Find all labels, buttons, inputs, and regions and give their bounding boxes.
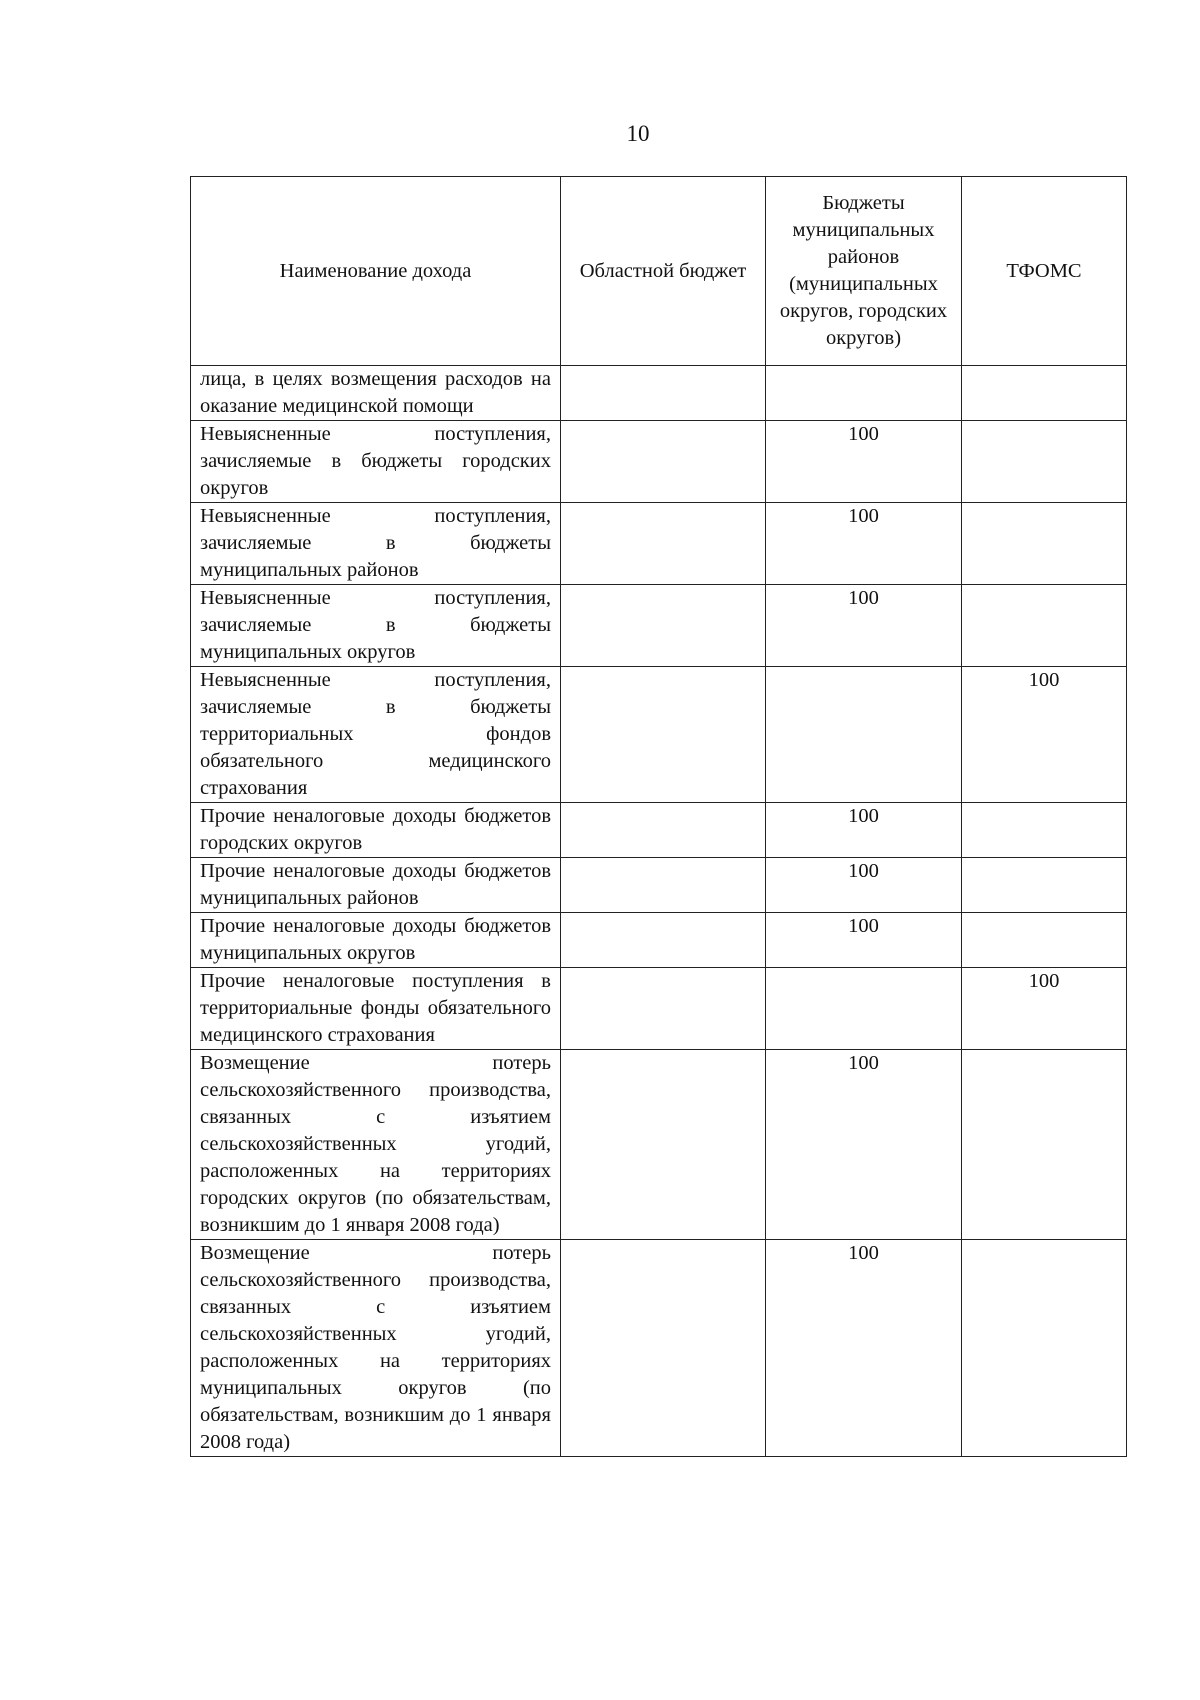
header-tfoms: ТФОМС bbox=[962, 177, 1127, 366]
municipal-budget-cell bbox=[766, 968, 962, 1050]
tfoms-cell bbox=[962, 585, 1127, 667]
income-name-cell: Возмещение потерь сельскохозяйственного производства, связанных с изъятием сельскохозяйственных угодий, расположенных на территориях муниципальных округов (по обязательствам, возникшим до 1 января 2008 года) bbox=[191, 1240, 561, 1457]
tfoms-cell bbox=[962, 803, 1127, 858]
regional-budget-cell bbox=[561, 667, 766, 803]
income-name-cell: Невыясненные поступления, зачисляемые в бюджеты муниципальных районов bbox=[191, 503, 561, 585]
income-name-cell: Невыясненные поступления, зачисляемые в бюджеты территориальных фондов обязательного медицинского страхования bbox=[191, 667, 561, 803]
table-row bbox=[191, 913, 1127, 968]
municipal-budget-cell: 100 bbox=[766, 858, 962, 913]
municipal-budget-cell: 100 bbox=[766, 503, 962, 585]
regional-budget-cell bbox=[561, 503, 766, 585]
income-name-cell: лица, в целях возмещения расходов на оказание медицинской помощи bbox=[191, 366, 561, 421]
income-name-cell: Прочие неналоговые доходы бюджетов муниципальных районов bbox=[191, 858, 561, 913]
table-row bbox=[191, 667, 1127, 803]
tfoms-cell bbox=[962, 503, 1127, 585]
income-name-cell: Прочие неналоговые доходы бюджетов муниципальных округов bbox=[191, 913, 561, 968]
income-name-cell: Невыясненные поступления, зачисляемые в бюджеты муниципальных округов bbox=[191, 585, 561, 667]
tfoms-cell: 100 bbox=[962, 667, 1127, 803]
municipal-budget-cell: 100 bbox=[766, 1050, 962, 1240]
table-row bbox=[191, 968, 1127, 1050]
municipal-budget-cell: 100 bbox=[766, 1240, 962, 1457]
tfoms-cell: 100 bbox=[962, 968, 1127, 1050]
regional-budget-cell bbox=[561, 913, 766, 968]
tfoms-cell bbox=[962, 858, 1127, 913]
tfoms-cell bbox=[962, 1050, 1127, 1240]
table-row bbox=[191, 1050, 1127, 1240]
tfoms-cell bbox=[962, 913, 1127, 968]
table-row bbox=[191, 585, 1127, 667]
regional-budget-cell bbox=[561, 585, 766, 667]
regional-budget-cell bbox=[561, 1050, 766, 1240]
municipal-budget-cell: 100 bbox=[766, 803, 962, 858]
municipal-budget-cell: 100 bbox=[766, 913, 962, 968]
income-name-cell: Прочие неналоговые доходы бюджетов городских округов bbox=[191, 803, 561, 858]
municipal-budget-cell: 100 bbox=[766, 421, 962, 503]
table-row bbox=[191, 421, 1127, 503]
table-row bbox=[191, 858, 1127, 913]
income-name-cell: Невыясненные поступления, зачисляемые в бюджеты городских округов bbox=[191, 421, 561, 503]
header-income-name: Наименование дохода bbox=[191, 177, 561, 366]
municipal-budget-cell bbox=[766, 366, 962, 421]
table-body bbox=[191, 366, 1127, 1457]
regional-budget-cell bbox=[561, 968, 766, 1050]
regional-budget-cell bbox=[561, 421, 766, 503]
header-municipal-budgets: Бюджеты муниципальных районов (муниципальных округов, городских округов) bbox=[766, 177, 962, 366]
income-name-cell: Прочие неналоговые поступления в территориальные фонды обязательного медицинского страхования bbox=[191, 968, 561, 1050]
tfoms-cell bbox=[962, 421, 1127, 503]
municipal-budget-cell bbox=[766, 667, 962, 803]
income-name-cell: Возмещение потерь сельскохозяйственного производства, связанных с изъятием сельскохозяйственных угодий, расположенных на территориях городских округов (по обязательствам, возникшим до 1 января 2008 года) bbox=[191, 1050, 561, 1240]
regional-budget-cell bbox=[561, 1240, 766, 1457]
header-regional-budget: Областной бюджет bbox=[561, 177, 766, 366]
page-number: 10 bbox=[626, 121, 650, 146]
municipal-budget-cell: 100 bbox=[766, 585, 962, 667]
table-row bbox=[191, 503, 1127, 585]
tfoms-cell bbox=[962, 1240, 1127, 1457]
regional-budget-cell bbox=[561, 803, 766, 858]
regional-budget-cell bbox=[561, 366, 766, 421]
income-distribution-table bbox=[190, 176, 1127, 1457]
regional-budget-cell bbox=[561, 858, 766, 913]
table-row bbox=[191, 1240, 1127, 1457]
table-row bbox=[191, 803, 1127, 858]
tfoms-cell bbox=[962, 366, 1127, 421]
table-header-row bbox=[191, 177, 1127, 366]
table-row bbox=[191, 366, 1127, 421]
